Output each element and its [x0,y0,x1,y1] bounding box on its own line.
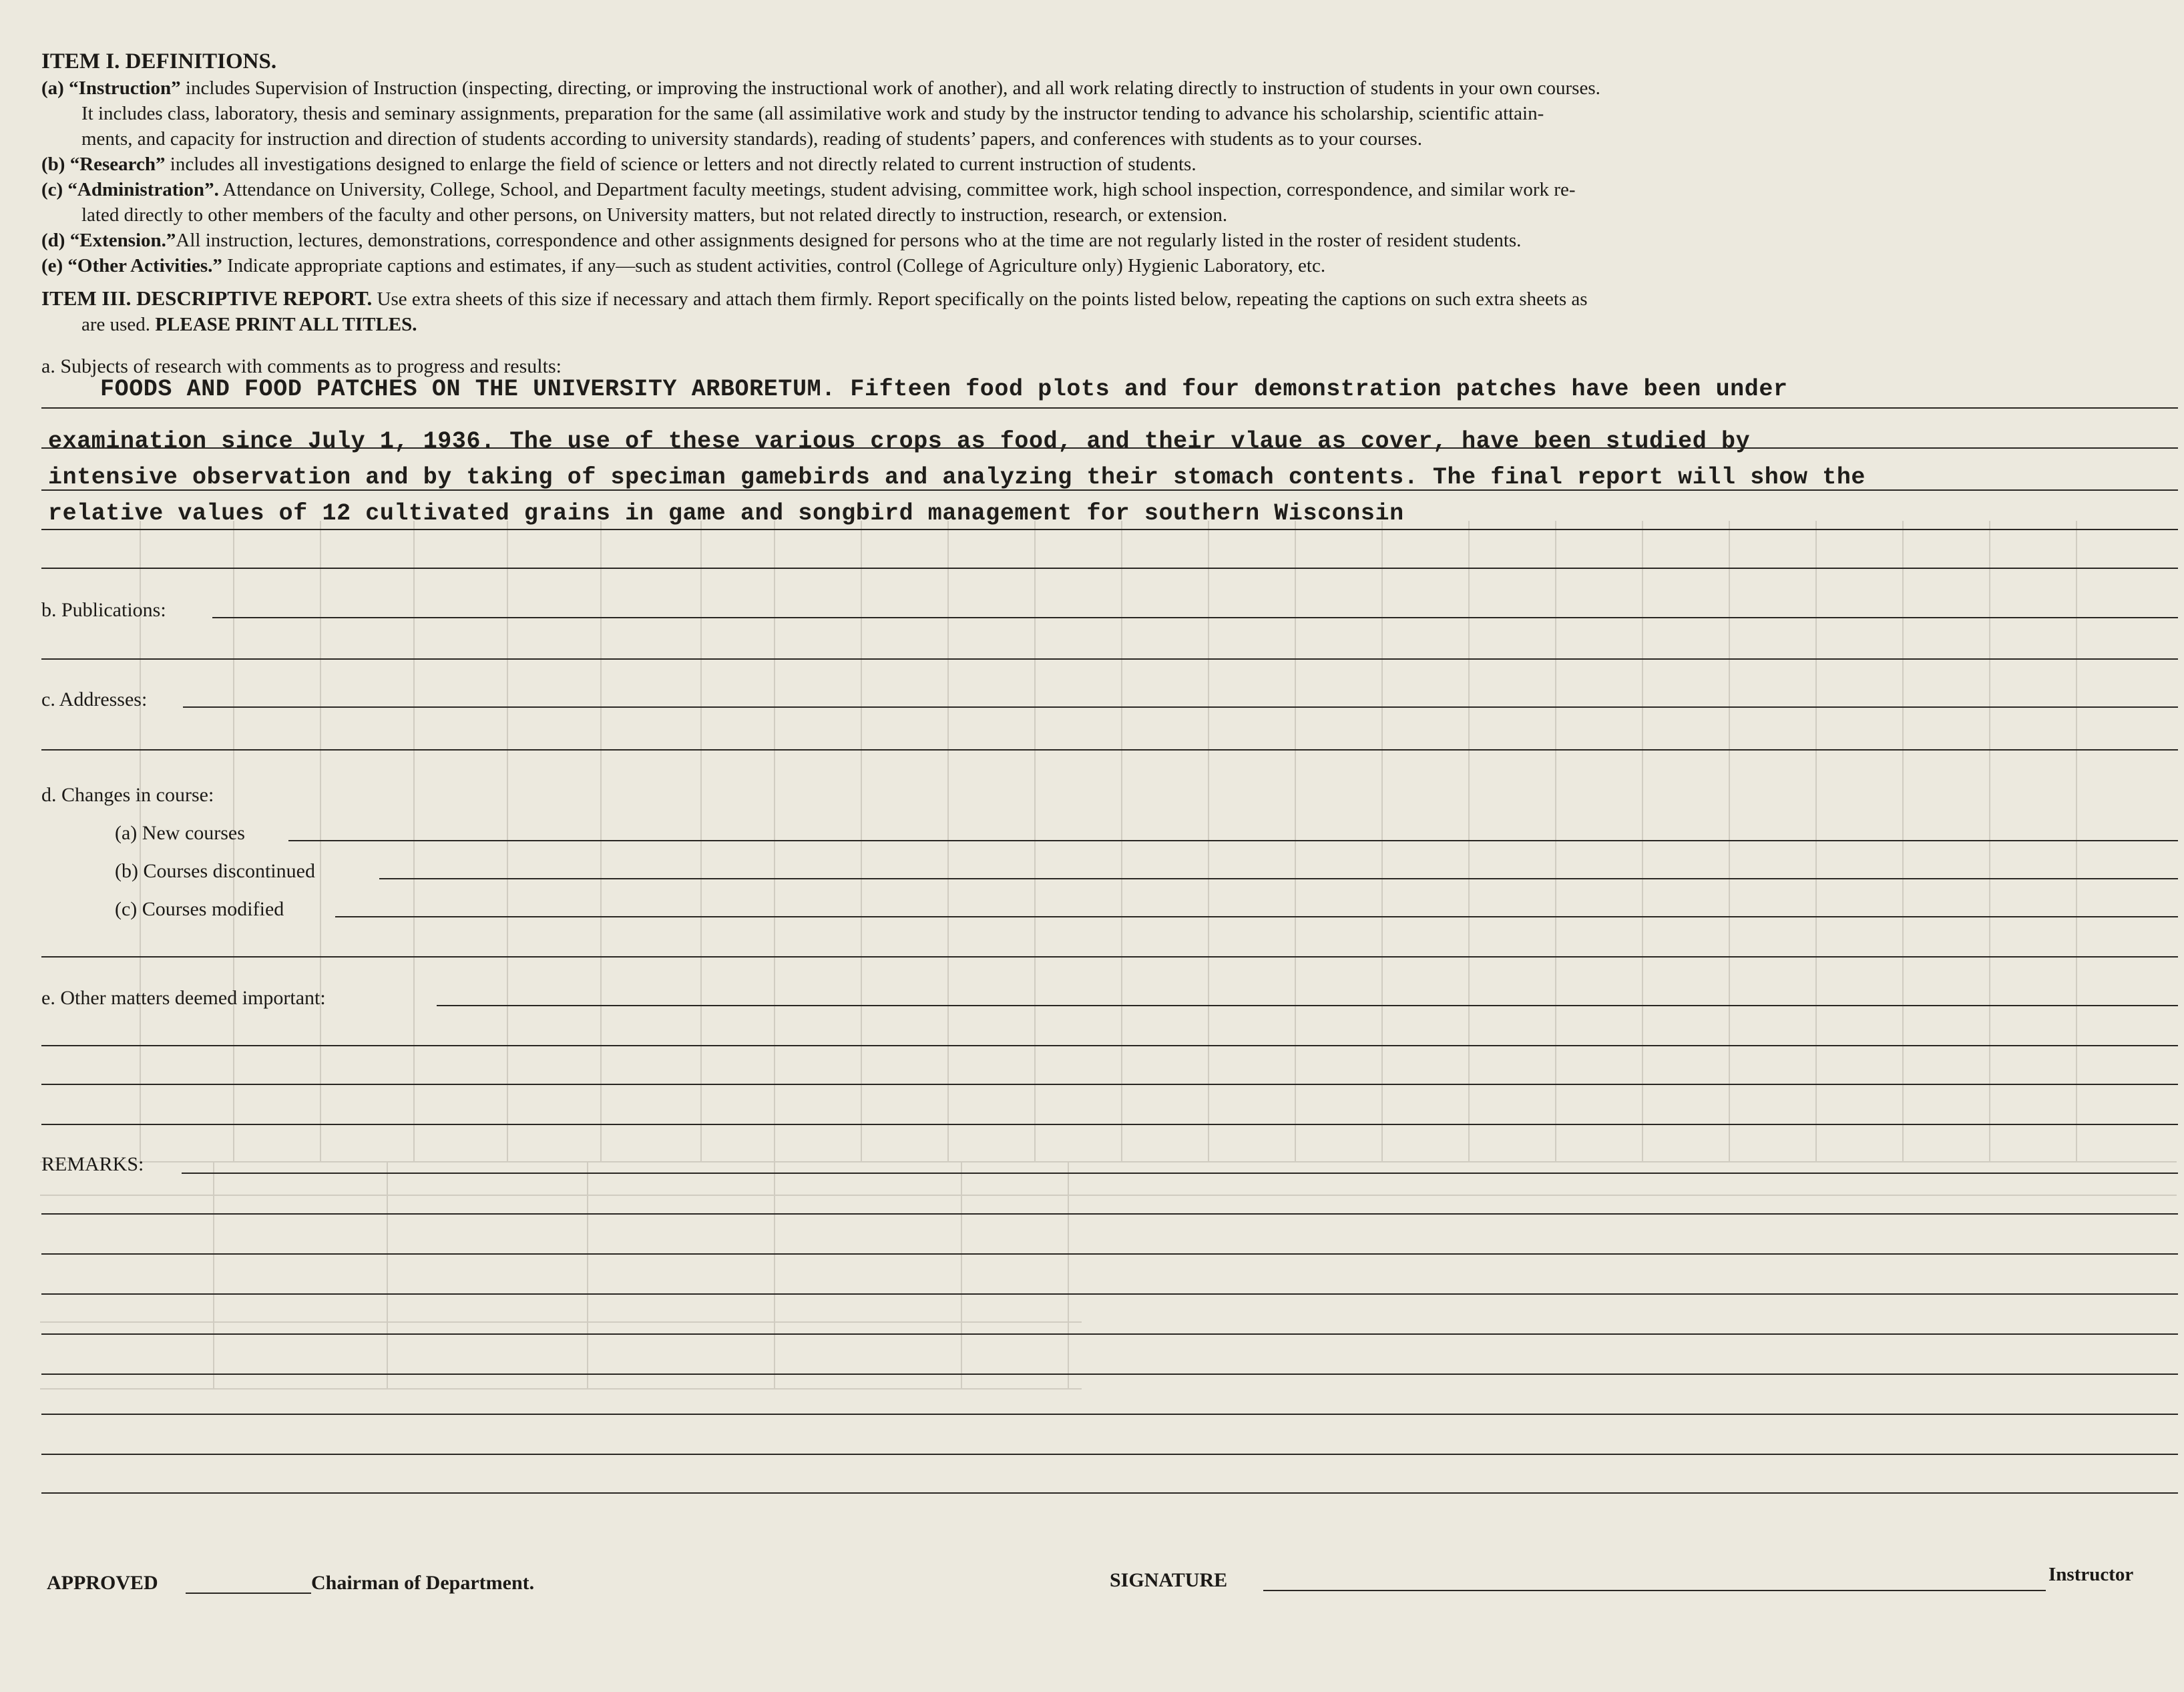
definition-instruction-label: (a) “Instruction” [41,77,181,99]
rule-e-2 [41,1045,2178,1046]
definition-research-label: (b) “Research” [41,154,166,175]
instructor-label: Instructor [2048,1564,2134,1585]
chairman-label: Chairman of Department. [311,1572,535,1594]
definition-administration-text: Attendance on University, College, School, and Department faculty meetings, student advising, committee work, high school inspection, correspondence, and similar work re- [218,179,1576,200]
item3-line-1 [41,286,1588,312]
rule-r-2 [41,1213,2178,1215]
item3-heading: ITEM III. DESCRIPTIVE REPORT. [41,286,373,310]
rule-r-9 [41,1492,2178,1494]
rule-r-6 [41,1373,2178,1375]
definition-research-text: includes all investigations designed to enlarge the field of science or letters and not directly related to current instruction of students. [165,154,1196,175]
courses-discontinued-field[interactable] [379,878,2178,879]
rule-r-3 [41,1253,2178,1255]
rule-a-3 [41,489,2178,491]
definition-administration-cont: lated directly to other members of the faculty and other persons, on University matters, but not related directly to instruction, research, or extension. [81,204,1228,226]
definition-instruction-text: includes Supervision of Instruction (inspecting, directing, or improving the instructional work of another), and all work relating directly to instruction of students in your own courses. [180,77,1600,99]
approved-label: APPROVED [47,1572,158,1594]
rule-r-8 [41,1454,2178,1455]
courses-modified-label: (c) Courses modified [115,898,284,920]
section-c-label: c. Addresses: [41,688,148,710]
definition-instruction [41,75,1600,101]
rule-r-5 [41,1333,2178,1335]
definition-extension-label: (d) “Extension.” [41,230,176,251]
item3-block [41,286,1588,337]
definition-other-label: (e) “Other Activities.” [41,255,222,276]
rule-a-4 [41,529,2178,530]
publications-field[interactable] [212,617,2178,618]
section-a-label: a. Subjects of research with comments as to progress and results: [41,355,562,377]
definition-other-activities [41,253,1600,278]
new-courses-field[interactable] [288,840,2178,841]
rule-c-2 [41,749,2178,751]
research-text-line-4: relative values of 12 cultivated grains in game and songbird management for southern Wisconsin [48,500,1404,527]
section-e-label: e. Other matters deemed important: [41,987,326,1009]
rule-a-1 [41,407,2178,409]
remarks-field[interactable] [182,1173,2178,1174]
rule-r-4 [41,1293,2178,1295]
remarks-label: REMARKS: [41,1153,144,1175]
instructor-signature-field[interactable] [1263,1590,2046,1591]
research-text-line-3: intensive observation and by taking of speciman gamebirds and analyzing their stomach contents. The final report will show the [48,464,1866,491]
rule-b-2 [41,658,2178,660]
definition-instruction-cont-2: ments, and capacity for instruction and direction of students according to university standards), reading of students’ papers, and conferences with students as to your courses. [81,128,1422,150]
courses-discontinued-label: (b) Courses discontinued [115,860,315,882]
signature-label: SIGNATURE [1110,1569,1228,1591]
definition-research [41,152,1600,177]
definition-administration-label: (c) “Administration”. [41,179,219,200]
bleed-through-grid [40,521,2177,1409]
rule-a-2 [41,447,2178,449]
definition-other-text: Indicate appropriate captions and estimates, if any—such as student activities, control (College of Agriculture only) Hygienic Laboratory, etc. [222,255,1326,276]
other-matters-field[interactable] [437,1005,2178,1006]
item3-instructions-cont: are used. [81,314,156,335]
definition-extension [41,228,1600,253]
rule-d-4 [41,956,2178,958]
addresses-field[interactable] [183,706,2178,708]
rule-e-3 [41,1084,2178,1085]
rule-a-5 [41,568,2178,569]
section-b-label: b. Publications: [41,599,166,621]
item3-line-2 [41,312,1588,337]
item3-instructions: Use extra sheets of this size if necessary and attach them firmly. Report specifically on the points listed below, repeating the captions on such extra sheets as [372,288,1588,310]
definition-instruction-cont-1: It includes class, laboratory, thesis and seminary assignments, preparation for the same (all assimilative work and study by the instructor tending to advance his scholarship, scientific attain- [81,103,1544,124]
research-text-line-2: examination since July 1, 1936. The use of these various crops as food, and their vlaue as cover, have been studied by [48,428,1751,455]
section-d-label: d. Changes in course: [41,784,214,806]
research-text-line-1: FOODS AND FOOD PATCHES ON THE UNIVERSITY ARBORETUM. Fifteen food plots and four demonstration patches have been under [100,376,1788,403]
item1-heading: ITEM I. DEFINITIONS. [41,49,277,73]
approved-signature-field[interactable] [186,1593,311,1594]
definition-extension-text: All instruction, lectures, demonstrations, correspondence and other assignments designed for persons who at the time are not regularly listed in the roster of resident students. [176,230,1522,251]
new-courses-label: (a) New courses [115,822,245,844]
courses-modified-field[interactable] [335,916,2178,917]
rule-r-7 [41,1414,2178,1415]
item3-print-titles: PLEASE PRINT ALL TITLES. [155,314,417,335]
definitions-list [41,75,1600,278]
definition-administration [41,177,1600,202]
rule-e-4 [41,1124,2178,1125]
